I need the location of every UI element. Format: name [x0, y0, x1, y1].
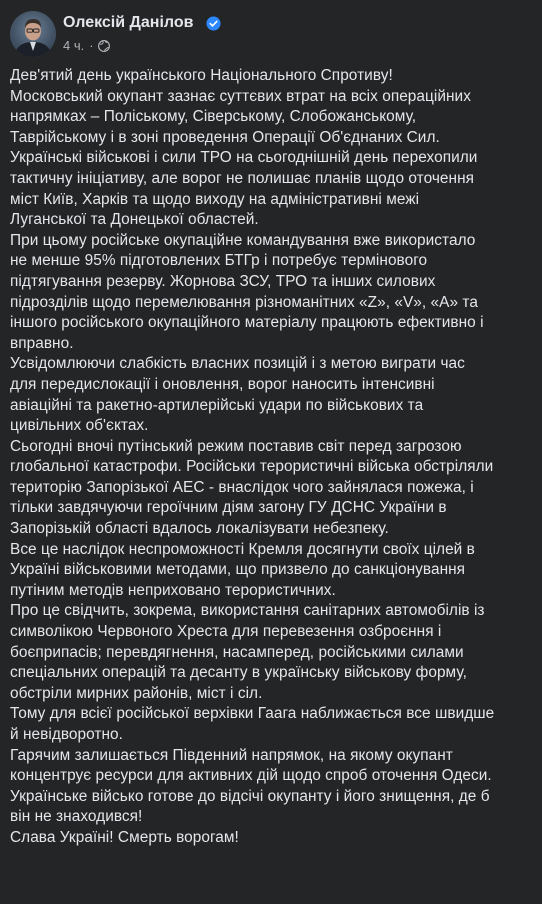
post-text-line: територію Запорізької АЕС - внаслідок чого зайнялася пожежа, і: [10, 478, 474, 496]
meta-separator: ·: [89, 38, 94, 53]
post-text-line: обстріли мирних районів, міст і сіл.: [10, 684, 263, 702]
post-text-line: Україні військовими методами, що призвело до санкціонування: [10, 561, 466, 579]
post-text-line: вправно.: [10, 334, 74, 352]
author-avatar[interactable]: [10, 11, 56, 57]
post-text-line: іншого російського окупаційного матеріалу працюють ефективно і: [10, 314, 484, 332]
post-text-line: підрозділів щодо перемелювання різноманітних «Z», «V», «A» та: [10, 293, 478, 311]
post-text-line: путіним методів неприховано терористичних.: [10, 581, 336, 599]
post-text-line: символікою Червоного Хреста для перевезення озброєння і: [10, 623, 442, 641]
post-text-line: Про це свідчить, зокрема, використання санітарних автомобілів із: [10, 602, 485, 620]
post-text-line: Таврійському і в зоні проведення Операції Об'єднаних Сил.: [10, 128, 440, 146]
post-text-line: Українське військо готове до відсічі окупанту і його знищення, де б: [10, 787, 490, 805]
post-text-line: тактичну ініціативу, але ворог не полишає планів щодо оточення: [10, 169, 475, 187]
post-header: [10, 11, 530, 61]
post-text-line: він не знаходився!: [10, 808, 143, 826]
post-text-line: напрямках – Поліському, Сіверському, Слобожанському,: [10, 108, 417, 126]
post-text-line: Все це наслідок неспроможності Кремля досягнути своїх цілей в: [10, 540, 475, 558]
post-text-line: Усвідомлюючи слабкість власних позицій і з метою виграти час: [10, 355, 465, 373]
post-text-line: концентрує ресурси для активних дій щодо спроб оточення Одеси.: [10, 767, 492, 785]
post-text-line: Луганської та Донецької областей.: [10, 211, 259, 229]
post-text-line: авіаційні та ракетно-артилерійські удари по військових та: [10, 396, 424, 414]
post-text-line: Дев'ятий день українського Національного Спротиву!: [10, 67, 393, 84]
post-body-text: [10, 66, 535, 849]
post-text-line: Українські військові і сили ТРО на сьогоднішній день перехопили: [10, 149, 478, 167]
post-text-line: Гарячим залишається Південний напрямок, на якому окупант: [10, 746, 453, 764]
post-text-line: Московський окупант зазнає суттєвих втрат на всіх операційних: [10, 87, 471, 105]
post-text-line: тільки завдячуючи героїчним діям загону ГУ ДСНС України в: [10, 499, 447, 517]
post-text-line: міст Київ, Харків та щодо виходу на адміністративні межі: [10, 190, 420, 208]
post-text-line: Тому для всієї російської верхівки Гаага наближається все швидше: [10, 705, 495, 723]
post-text-line: Запорізькій області вдалось локалізувати небезпеку.: [10, 520, 389, 538]
post-text-line: Слава Україні! Смерть ворогам!: [10, 828, 239, 846]
post-text-line: підтягування резерву. Жорнова ЗСУ, ТРО та інших силових: [10, 272, 436, 290]
post-text-line: для передислокації і оновлення, ворог наносить інтенсивні: [10, 375, 435, 393]
post-timestamp[interactable]: 4 ч.: [63, 38, 85, 53]
post-text-line: боєприпасів; перевдягнення, насамперед, російськими силами: [10, 643, 464, 661]
post-text-line: Сьогодні вночі путінський режим поставив світ перед загрозою: [10, 437, 462, 455]
author-name[interactable]: Олексій Данілов: [63, 14, 194, 31]
post-text-line: глобальної катастрофи. Російськи терористичні війська обстріляли: [10, 458, 494, 476]
profile-photo-icon: [10, 11, 56, 57]
post-meta: [63, 38, 110, 53]
post-text-line: цивільних об'єктах.: [10, 417, 149, 435]
post-text-line: й невідворотно.: [10, 726, 123, 743]
globe-icon[interactable]: [98, 40, 110, 52]
post-text-line: При цьому російське окупаційне командування вже використало: [10, 231, 476, 249]
verified-badge-icon: [206, 16, 221, 31]
post-text-line: не менше 95% підготовлених БТГр і потребує термінового: [10, 252, 428, 270]
post-text-line: спеціальних операцій та десанту в українську військову форму,: [10, 664, 467, 682]
